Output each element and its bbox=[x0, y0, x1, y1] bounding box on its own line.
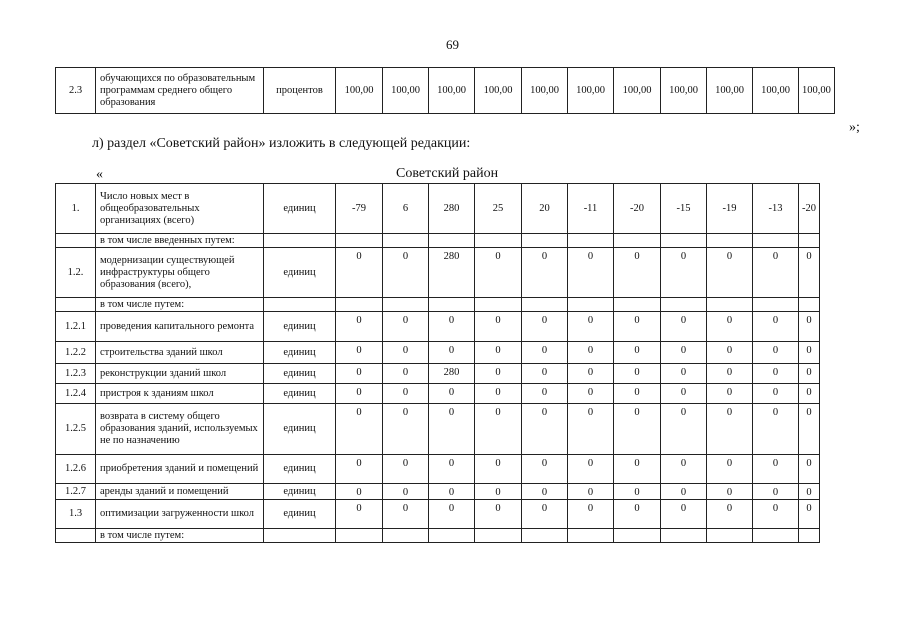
section-title: Советский район bbox=[396, 166, 499, 181]
value-cell: 0 bbox=[707, 484, 753, 500]
value-cell: 0 bbox=[614, 500, 661, 529]
value-cell: 0 bbox=[568, 455, 614, 484]
value-cell: 100,00 bbox=[614, 68, 661, 114]
value-cell: 0 bbox=[383, 500, 429, 529]
value-cell: 25 bbox=[475, 184, 522, 234]
table-row bbox=[56, 248, 820, 298]
row-unit: единиц bbox=[264, 500, 336, 529]
value-cell bbox=[429, 529, 475, 543]
value-cell: 0 bbox=[475, 312, 522, 342]
value-cell: 0 bbox=[799, 384, 820, 404]
value-cell: 0 bbox=[614, 384, 661, 404]
value-cell: 0 bbox=[568, 312, 614, 342]
value-cell bbox=[568, 529, 614, 543]
value-cell: 0 bbox=[753, 404, 799, 455]
value-cell: 0 bbox=[753, 248, 799, 298]
table-row bbox=[56, 384, 820, 404]
row-number: 1.2.5 bbox=[56, 404, 96, 455]
value-cell: 0 bbox=[336, 484, 383, 500]
value-cell: 0 bbox=[383, 455, 429, 484]
value-cell: -19 bbox=[707, 184, 753, 234]
value-cell: 0 bbox=[429, 312, 475, 342]
value-cell: 0 bbox=[707, 384, 753, 404]
value-cell: 0 bbox=[336, 384, 383, 404]
value-cell: 0 bbox=[707, 312, 753, 342]
value-cell bbox=[336, 298, 383, 312]
value-cell bbox=[522, 529, 568, 543]
value-cell: 0 bbox=[336, 455, 383, 484]
value-cell bbox=[799, 234, 820, 248]
row-description: аренды зданий и помещений bbox=[96, 484, 264, 500]
row-number bbox=[56, 234, 96, 248]
value-cell: -15 bbox=[661, 184, 707, 234]
value-cell: 0 bbox=[661, 484, 707, 500]
row-description: реконструкции зданий школ bbox=[96, 364, 264, 384]
value-cell: 0 bbox=[614, 342, 661, 364]
value-cell: 0 bbox=[475, 384, 522, 404]
value-cell: 0 bbox=[383, 384, 429, 404]
row-description: обучающихся по образовательным программам среднего общего образования bbox=[96, 68, 264, 114]
value-cell: 0 bbox=[707, 248, 753, 298]
value-cell: 0 bbox=[475, 364, 522, 384]
value-cell: 0 bbox=[568, 404, 614, 455]
value-cell: 0 bbox=[429, 500, 475, 529]
table-row bbox=[56, 312, 820, 342]
value-cell bbox=[568, 234, 614, 248]
value-cell: -20 bbox=[799, 184, 820, 234]
value-cell: 280 bbox=[429, 184, 475, 234]
table-row bbox=[56, 455, 820, 484]
value-cell: 0 bbox=[799, 342, 820, 364]
table-row bbox=[56, 484, 820, 500]
value-cell: 0 bbox=[568, 484, 614, 500]
value-cell: 0 bbox=[475, 455, 522, 484]
value-cell: 0 bbox=[383, 312, 429, 342]
value-cell: -13 bbox=[753, 184, 799, 234]
value-cell bbox=[475, 298, 522, 312]
value-cell bbox=[707, 298, 753, 312]
row-description: приобретения зданий и помещений bbox=[96, 455, 264, 484]
value-cell: 0 bbox=[522, 342, 568, 364]
value-cell: 0 bbox=[383, 404, 429, 455]
value-cell: 100,00 bbox=[568, 68, 614, 114]
value-cell: 0 bbox=[475, 404, 522, 455]
value-cell: 0 bbox=[799, 404, 820, 455]
value-cell: 0 bbox=[475, 484, 522, 500]
value-cell: 0 bbox=[799, 500, 820, 529]
value-cell: 20 bbox=[522, 184, 568, 234]
value-cell: 0 bbox=[753, 364, 799, 384]
value-cell: 100,00 bbox=[799, 68, 835, 114]
value-cell: 0 bbox=[661, 404, 707, 455]
top-table bbox=[55, 67, 835, 114]
row-number bbox=[56, 298, 96, 312]
row-number: 2.3 bbox=[56, 68, 96, 114]
value-cell: 0 bbox=[614, 455, 661, 484]
value-cell bbox=[475, 529, 522, 543]
value-cell: 100,00 bbox=[753, 68, 799, 114]
value-cell: 0 bbox=[383, 484, 429, 500]
value-cell: 100,00 bbox=[475, 68, 522, 114]
value-cell: 0 bbox=[522, 384, 568, 404]
table-row bbox=[56, 364, 820, 384]
value-cell: 0 bbox=[614, 312, 661, 342]
value-cell: 0 bbox=[614, 248, 661, 298]
district-table bbox=[55, 183, 820, 543]
row-number bbox=[56, 529, 96, 543]
value-cell: 0 bbox=[475, 342, 522, 364]
value-cell: 0 bbox=[707, 455, 753, 484]
table-row bbox=[56, 184, 820, 234]
value-cell: 0 bbox=[522, 455, 568, 484]
value-cell bbox=[799, 298, 820, 312]
value-cell: 100,00 bbox=[429, 68, 475, 114]
value-cell: 0 bbox=[753, 484, 799, 500]
value-cell bbox=[522, 298, 568, 312]
value-cell: 0 bbox=[661, 312, 707, 342]
value-cell: 0 bbox=[707, 404, 753, 455]
value-cell: 0 bbox=[522, 404, 568, 455]
table-row bbox=[56, 500, 820, 529]
row-description: возврата в систему общего образования зданий, используемых не по назначению bbox=[96, 404, 264, 455]
value-cell: 0 bbox=[661, 500, 707, 529]
row-number: 1.2.2 bbox=[56, 342, 96, 364]
value-cell: 0 bbox=[522, 248, 568, 298]
row-number: 1.2.3 bbox=[56, 364, 96, 384]
opening-quote: « bbox=[96, 167, 103, 182]
row-number: 1.2.6 bbox=[56, 455, 96, 484]
value-cell: 0 bbox=[336, 404, 383, 455]
value-cell: 0 bbox=[568, 384, 614, 404]
value-cell: 0 bbox=[568, 364, 614, 384]
value-cell bbox=[614, 234, 661, 248]
value-cell: 0 bbox=[336, 364, 383, 384]
row-unit bbox=[264, 234, 336, 248]
row-number: 1.3 bbox=[56, 500, 96, 529]
value-cell: 0 bbox=[799, 455, 820, 484]
value-cell: 100,00 bbox=[522, 68, 568, 114]
value-cell: 100,00 bbox=[383, 68, 429, 114]
value-cell bbox=[336, 234, 383, 248]
value-cell: 0 bbox=[799, 248, 820, 298]
value-cell bbox=[753, 529, 799, 543]
value-cell: 0 bbox=[661, 342, 707, 364]
row-unit bbox=[264, 298, 336, 312]
value-cell bbox=[614, 529, 661, 543]
row-unit: процентов bbox=[264, 68, 336, 114]
row-number: 1.2.1 bbox=[56, 312, 96, 342]
row-number: 1.2.4 bbox=[56, 384, 96, 404]
value-cell: -11 bbox=[568, 184, 614, 234]
value-cell: 0 bbox=[707, 364, 753, 384]
row-unit: единиц bbox=[264, 455, 336, 484]
value-cell: 0 bbox=[429, 455, 475, 484]
row-description: строительства зданий школ bbox=[96, 342, 264, 364]
value-cell: 0 bbox=[475, 500, 522, 529]
row-unit: единиц bbox=[264, 384, 336, 404]
value-cell: 0 bbox=[753, 384, 799, 404]
value-cell: 280 bbox=[429, 248, 475, 298]
value-cell: 0 bbox=[707, 342, 753, 364]
value-cell: 0 bbox=[522, 364, 568, 384]
value-cell bbox=[661, 234, 707, 248]
row-number: 1.2.7 bbox=[56, 484, 96, 500]
table-row bbox=[56, 404, 820, 455]
value-cell bbox=[383, 298, 429, 312]
value-cell: 0 bbox=[429, 384, 475, 404]
value-cell: -79 bbox=[336, 184, 383, 234]
row-description: оптимизации загруженности школ bbox=[96, 500, 264, 529]
value-cell: 0 bbox=[522, 500, 568, 529]
value-cell bbox=[753, 298, 799, 312]
value-cell: 0 bbox=[614, 484, 661, 500]
value-cell bbox=[707, 234, 753, 248]
value-cell: 0 bbox=[429, 342, 475, 364]
table-row bbox=[56, 529, 820, 543]
value-cell: -20 bbox=[614, 184, 661, 234]
value-cell bbox=[568, 298, 614, 312]
value-cell: 0 bbox=[614, 404, 661, 455]
row-unit: единиц bbox=[264, 364, 336, 384]
value-cell bbox=[475, 234, 522, 248]
row-unit: единиц bbox=[264, 312, 336, 342]
row-number: 1.2. bbox=[56, 248, 96, 298]
value-cell: 0 bbox=[753, 312, 799, 342]
table-row bbox=[56, 298, 820, 312]
closing-quote: »; bbox=[849, 120, 860, 135]
value-cell: 6 bbox=[383, 184, 429, 234]
page-number: 69 bbox=[446, 37, 459, 52]
value-cell: 0 bbox=[522, 484, 568, 500]
instruction-text: л) раздел «Советский район» изложить в следующей редакции: bbox=[92, 136, 471, 151]
row-unit: единиц bbox=[264, 342, 336, 364]
value-cell: 0 bbox=[568, 500, 614, 529]
value-cell: 0 bbox=[753, 455, 799, 484]
value-cell: 0 bbox=[383, 248, 429, 298]
row-unit: единиц bbox=[264, 248, 336, 298]
value-cell: 0 bbox=[568, 248, 614, 298]
value-cell: 0 bbox=[383, 364, 429, 384]
value-cell: 100,00 bbox=[707, 68, 753, 114]
row-description: модернизации существующей инфраструктуры общего образования (всего), bbox=[96, 248, 264, 298]
row-unit bbox=[264, 529, 336, 543]
value-cell: 0 bbox=[429, 484, 475, 500]
value-cell bbox=[383, 529, 429, 543]
value-cell: 0 bbox=[661, 455, 707, 484]
value-cell bbox=[614, 298, 661, 312]
table-row bbox=[56, 68, 835, 114]
value-cell: 0 bbox=[336, 500, 383, 529]
value-cell: 0 bbox=[753, 342, 799, 364]
value-cell: 0 bbox=[475, 248, 522, 298]
value-cell: 0 bbox=[568, 342, 614, 364]
row-description: Число новых мест в общеобразовательных организациях (всего) bbox=[96, 184, 264, 234]
value-cell bbox=[707, 529, 753, 543]
row-description: проведения капитального ремонта bbox=[96, 312, 264, 342]
value-cell: 0 bbox=[707, 500, 753, 529]
row-unit: единиц bbox=[264, 484, 336, 500]
value-cell bbox=[336, 529, 383, 543]
row-description: пристроя к зданиям школ bbox=[96, 384, 264, 404]
value-cell: 0 bbox=[661, 364, 707, 384]
value-cell bbox=[661, 298, 707, 312]
table-row bbox=[56, 234, 820, 248]
value-cell bbox=[429, 234, 475, 248]
row-description: в том числе путем: bbox=[96, 298, 264, 312]
value-cell: 0 bbox=[661, 384, 707, 404]
row-unit: единиц bbox=[264, 184, 336, 234]
value-cell: 0 bbox=[799, 484, 820, 500]
value-cell: 100,00 bbox=[336, 68, 383, 114]
value-cell: 0 bbox=[799, 364, 820, 384]
value-cell: 280 bbox=[429, 364, 475, 384]
row-description: в том числе введенных путем: bbox=[96, 234, 264, 248]
row-unit: единиц bbox=[264, 404, 336, 455]
value-cell: 0 bbox=[522, 312, 568, 342]
value-cell: 100,00 bbox=[661, 68, 707, 114]
value-cell bbox=[753, 234, 799, 248]
value-cell: 0 bbox=[336, 248, 383, 298]
value-cell bbox=[522, 234, 568, 248]
value-cell: 0 bbox=[383, 342, 429, 364]
value-cell: 0 bbox=[614, 364, 661, 384]
value-cell: 0 bbox=[429, 404, 475, 455]
value-cell bbox=[661, 529, 707, 543]
value-cell: 0 bbox=[336, 312, 383, 342]
value-cell bbox=[429, 298, 475, 312]
row-number: 1. bbox=[56, 184, 96, 234]
table-row bbox=[56, 342, 820, 364]
value-cell bbox=[383, 234, 429, 248]
value-cell bbox=[799, 529, 820, 543]
value-cell: 0 bbox=[336, 342, 383, 364]
value-cell: 0 bbox=[661, 248, 707, 298]
value-cell: 0 bbox=[753, 500, 799, 529]
value-cell: 0 bbox=[799, 312, 820, 342]
row-description: в том числе путем: bbox=[96, 529, 264, 543]
